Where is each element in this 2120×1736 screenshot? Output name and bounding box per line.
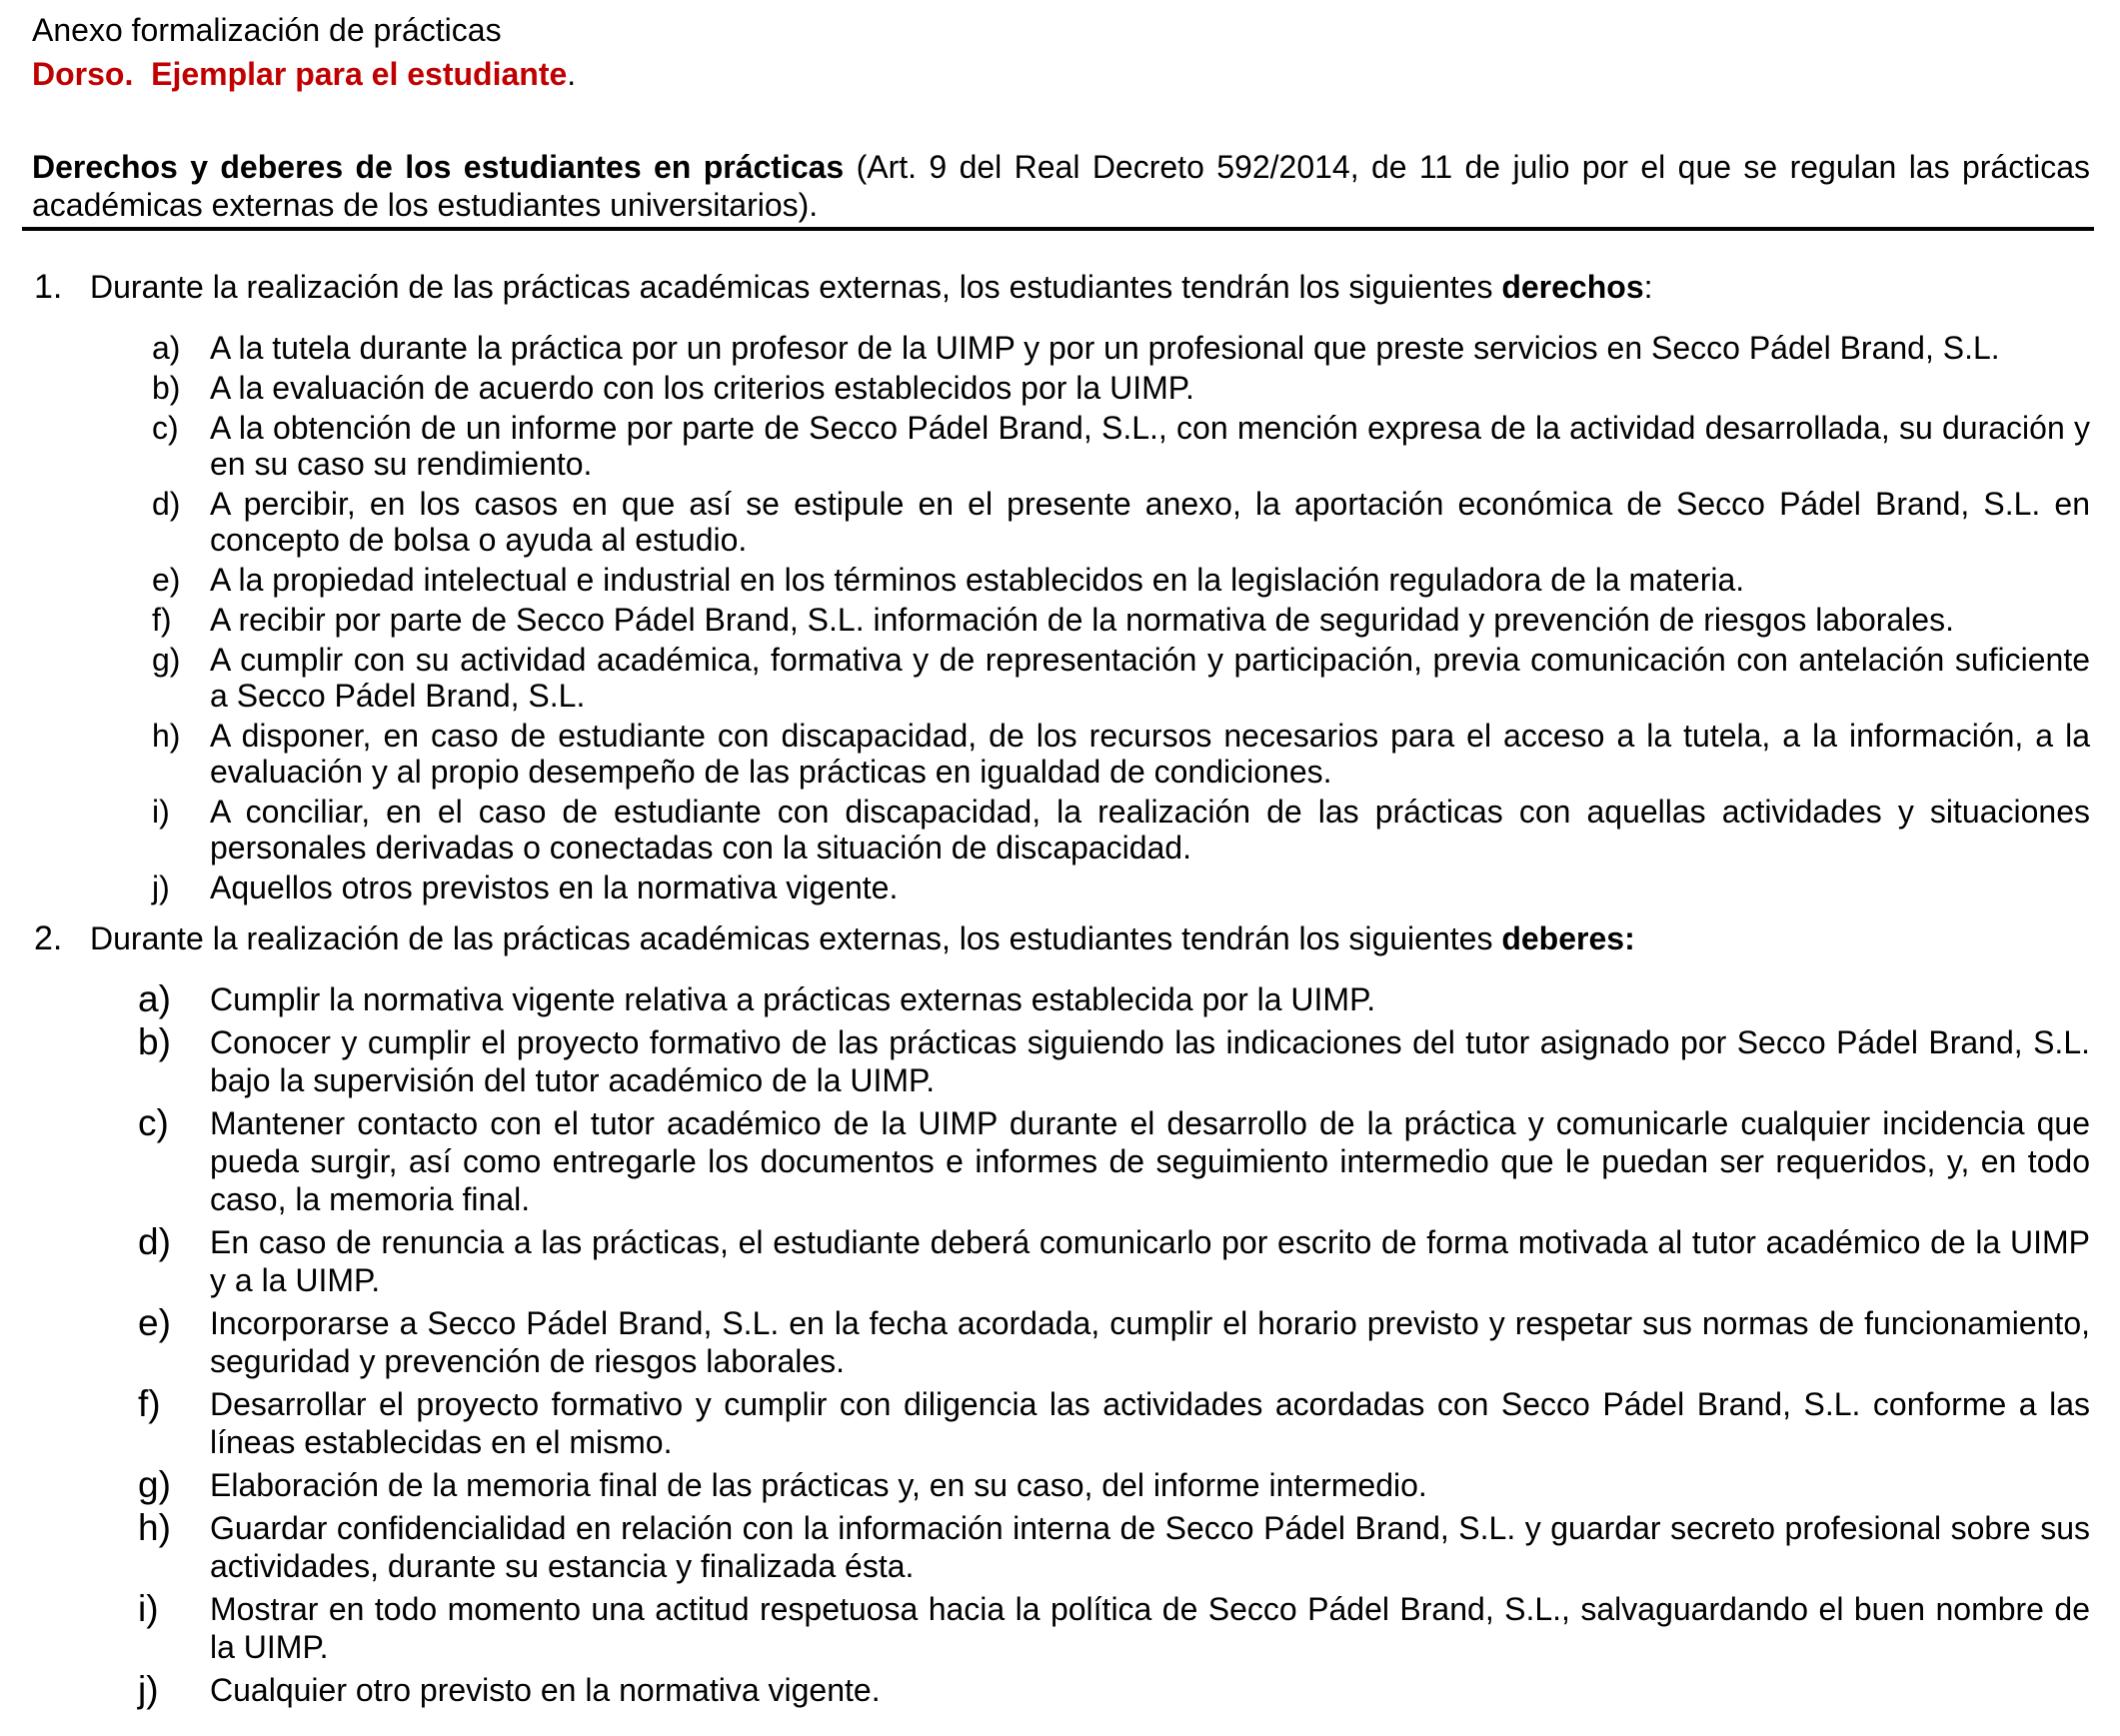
header-copy-line (32, 52, 2090, 96)
list-item (32, 1223, 2090, 1299)
header-copy-period: . (567, 56, 577, 92)
list-item-text: Conocer y cumplir el proyecto formativo de las prácticas siguiendo las indicaciones del tutor asignado por Secco Pádel Brand, S.L. bajo la supervisión del tutor académico de la UIMP. (210, 1024, 2090, 1098)
list-item (32, 1466, 2090, 1504)
list-item-text: Cumplir la normativa vigente relativa a prácticas externas establecida por la UIMP. (210, 981, 1376, 1017)
header-copy-red-text: Dorso. Ejemplar para el estudiante (32, 56, 568, 92)
list-item (32, 642, 2090, 714)
list-item (32, 1385, 2090, 1461)
list-item-marker: a) (152, 330, 181, 366)
document-header (32, 8, 2090, 96)
list-item-marker: f) (138, 1383, 161, 1424)
list-item-text: Mostrar en todo momento una actitud respetuosa hacia la política de Secco Pádel Brand, S.L., salvaguardando el buen nombre de la UIMP. (210, 1591, 2090, 1665)
list-item-text: A disponer, en caso de estudiante con discapacidad, de los recursos necesarios para el acceso a la tutela, a la información, a la evaluación y al propio desempeño de las prácticas en igualdad de condiciones. (210, 718, 2090, 790)
list-item-text: Mantener contacto con el tutor académico de la UIMP durante el desarrollo de la práctica y comunicarle cualquier incidencia que pueda surgir, así como entregarle los documentos e informes de seguimiento intermedio que le puedan ser requeridos, y, en todo caso, la memoria final. (210, 1105, 2090, 1217)
list-item (32, 330, 2090, 366)
list-item (32, 562, 2090, 598)
list-item-marker: c) (152, 410, 179, 446)
list-item-marker: e) (152, 562, 181, 598)
list-item-text: A la obtención de un informe por parte de Secco Pádel Brand, S.L., con mención expresa de la actividad desarrollada, su duración y en su caso su rendimiento. (210, 410, 2090, 482)
list-item-text: A la evaluación de acuerdo con los criterios establecidos por la UIMP. (210, 370, 1194, 406)
list-item-text: Desarrollar el proyecto formativo y cumplir con diligencia las actividades acordadas con Secco Pádel Brand, S.L. conforme a las líneas establecidas en el mismo. (210, 1386, 2090, 1460)
section-derechos-intro-text: Durante la realización de las prácticas académicas externas, los estudiantes tendrán los siguientes (90, 269, 1502, 305)
section-deberes-intro (32, 919, 2090, 957)
list-item-marker: f) (152, 602, 172, 638)
list-item-text: A percibir, en los casos en que así se estipule en el presente anexo, la aportación económica de Secco Pádel Brand, S.L. en concepto de bolsa o ayuda al estudio. (210, 486, 2090, 558)
section-derechos-intro-bold: derechos (1501, 269, 1644, 305)
list-item-marker: g) (152, 642, 181, 678)
section-derechos-intro-suffix: : (1643, 269, 1653, 305)
list-item-marker: j) (152, 869, 170, 905)
list-item (32, 370, 2090, 406)
document-title (32, 148, 2090, 224)
list-item-marker: b) (152, 370, 181, 406)
section-derechos-list (32, 330, 2090, 905)
list-item-text: A recibir por parte de Secco Pádel Brand, S.L. información de la normativa de seguridad y prevención de riesgos laborales. (210, 602, 1954, 638)
list-item-marker: g) (138, 1464, 171, 1505)
list-item-text: A conciliar, en el caso de estudiante con discapacidad, la realización de las prácticas con aquellas actividades y situaciones personales derivadas o conectadas con la situación de discapacidad. (210, 794, 2090, 866)
section-derechos (32, 268, 2090, 905)
list-item-marker: c) (138, 1102, 169, 1143)
list-item (32, 869, 2090, 905)
list-item (32, 486, 2090, 558)
section-deberes-intro-bold: deberes: (1501, 920, 1635, 956)
list-item-marker: d) (138, 1221, 171, 1262)
list-item (32, 1304, 2090, 1380)
list-item (32, 794, 2090, 866)
section-derechos-intro (32, 268, 2090, 306)
list-item (32, 1590, 2090, 1666)
header-annex-line: Anexo formalización de prácticas (32, 12, 502, 48)
list-item (32, 1104, 2090, 1218)
title-divider (22, 227, 2094, 231)
list-item-marker: j) (138, 1669, 159, 1710)
section-deberes-list (32, 980, 2090, 1709)
list-item-text: A la tutela durante la práctica por un profesor de la UIMP y por un profesional que preste servicios en Secco Pádel Brand, S.L. (210, 330, 2000, 366)
title-regular-text: (Art. 9 del Real Decreto 592/2014, de 11 de julio por el que se regulan las prácticas académicas externas de los estudiantes universitarios). (32, 149, 2091, 223)
list-item (32, 410, 2090, 482)
list-item-marker: d) (152, 486, 181, 522)
list-item-marker: a) (138, 978, 171, 1019)
list-item-text: Elaboración de la memoria final de las prácticas y, en su caso, del informe intermedio. (210, 1467, 1427, 1503)
list-item-text: Aquellos otros previstos en la normativa vigente. (210, 869, 899, 905)
list-item (32, 1671, 2090, 1709)
title-bold-text: Derechos y deberes de los estudiantes en prácticas (32, 149, 845, 185)
section-deberes (32, 919, 2090, 1709)
document-page (32, 8, 2090, 1709)
list-item-marker: i) (138, 1588, 159, 1629)
list-item-text: Cualquier otro previsto en la normativa vigente. (210, 1672, 881, 1708)
list-item-text: Incorporarse a Secco Pádel Brand, S.L. en la fecha acordada, cumplir el horario previsto y respetar sus normas de funcionamiento, seguridad y prevención de riesgos laborales. (210, 1305, 2090, 1379)
list-item-marker: b) (138, 1021, 171, 1062)
list-item-marker: h) (138, 1507, 171, 1548)
list-item-marker: h) (152, 718, 181, 754)
list-item-text: Guardar confidencialidad en relación con la información interna de Secco Pádel Brand, S.L. y guardar secreto profesional sobre sus actividades, durante su estancia y finalizada ésta. (210, 1510, 2090, 1584)
section-derechos-number: 1. (34, 268, 63, 306)
list-item (32, 718, 2090, 790)
list-item-text: A cumplir con su actividad académica, formativa y de representación y participación, previa comunicación con antelación suficiente a Secco Pádel Brand, S.L. (210, 642, 2090, 714)
section-deberes-intro-text: Durante la realización de las prácticas académicas externas, los estudiantes tendrán los siguientes (90, 920, 1502, 956)
list-item (32, 980, 2090, 1018)
list-item-marker: i) (152, 794, 170, 830)
section-deberes-number: 2. (34, 919, 63, 957)
list-item-marker: e) (138, 1302, 171, 1343)
list-item-text: En caso de renuncia a las prácticas, el estudiante deberá comunicarlo por escrito de forma motivada al tutor académico de la UIMP y a la UIMP. (210, 1224, 2090, 1298)
list-item (32, 602, 2090, 638)
list-item (32, 1509, 2090, 1585)
list-item (32, 1023, 2090, 1099)
list-item-text: A la propiedad intelectual e industrial en los términos establecidos en la legislación reguladora de la materia. (210, 562, 1745, 598)
